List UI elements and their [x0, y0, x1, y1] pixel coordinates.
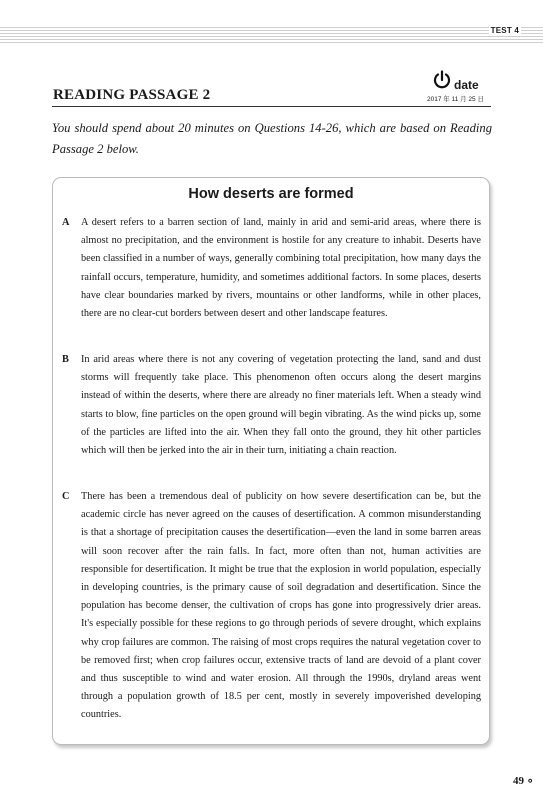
paragraph-b [62, 351, 481, 460]
passage-box [52, 177, 490, 745]
paragraph-letter: A [62, 217, 70, 228]
power-icon [432, 70, 452, 90]
article-title: How deserts are formed [188, 186, 354, 202]
paragraph-c [62, 488, 481, 725]
paragraph-letter: B [62, 354, 69, 365]
instructions: You should spend about 20 minutes on Questions 14-26, which are based on Reading Passage 2 below. [52, 121, 492, 156]
passage-title: READING PASSAGE 2 [53, 87, 211, 103]
paragraph-text: There has been a tremendous deal of publicity on how severe desertification can be, but the academic circle has never agreed on the causes of desertification. A common misunderstanding is that a shortage of precipitation causes the desertification—even the land in some barren areas will soon recover after the rain falls. In fact, more often than not, human activities are responsible for desertification. It might be true that the explosion in world population, especially in developing countries, is the primary cause of soil degradation and desertification. Since the population has become denser, the cultivation of crops has gone into progressively drier areas. It's especially possible for these regions to go through periods of severe drought, which explains why crop failures are common. The raising of most crops requires the natural vegetation cover to be removed first; when crop failures occur, extensive tracts of land are devoid of a plant cover and thus susceptible to wind and water erosion. All through the 1990s, dryland areas went through a population growth of 18.5 per cent, mostly in severely impoverished developing countries. [81, 491, 481, 721]
date-value: 2017 年 11 月 25 日 [427, 96, 484, 103]
paragraph-text: A desert refers to a barren section of land, mainly in arid and semi-arid areas, where there is almost no precipitation, and the environment is hostile for any creature to inhabit. Deserts have been classified in a number of ways, generally combining total precipitation, how many days the rainfall occurs, temperature, humidity, and sometimes additional factors. In some places, deserts have clear boundaries marked by rivers, mountains or other landforms, while in other places, there are no clear-cut borders between desert and other landscape features. [81, 217, 481, 320]
test-label: TEST 4 [490, 26, 519, 35]
page-number: 49 ∘ [513, 775, 534, 787]
paragraph-a [62, 214, 481, 323]
date-stamp [427, 70, 497, 106]
paragraph-text: In arid areas where there is not any covering of vegetation protecting the land, sand and dust storms will frequently take place. This phenomenon often occurs along the desert margins instead of within the deserts, where there are already no finer materials left. When a steady wind starts to blow, fine particles on the open ground will begin vibrating. As the wind picks up, some of the particles are lifted into the air. When they fall onto the ground, they hit other particles which will then be jerked into the air in their turn, initiating a chain reaction. [81, 354, 481, 457]
paragraph-letter: C [62, 491, 70, 502]
header-stripes [0, 27, 543, 45]
date-label: date [454, 78, 479, 92]
title-divider [52, 106, 491, 107]
